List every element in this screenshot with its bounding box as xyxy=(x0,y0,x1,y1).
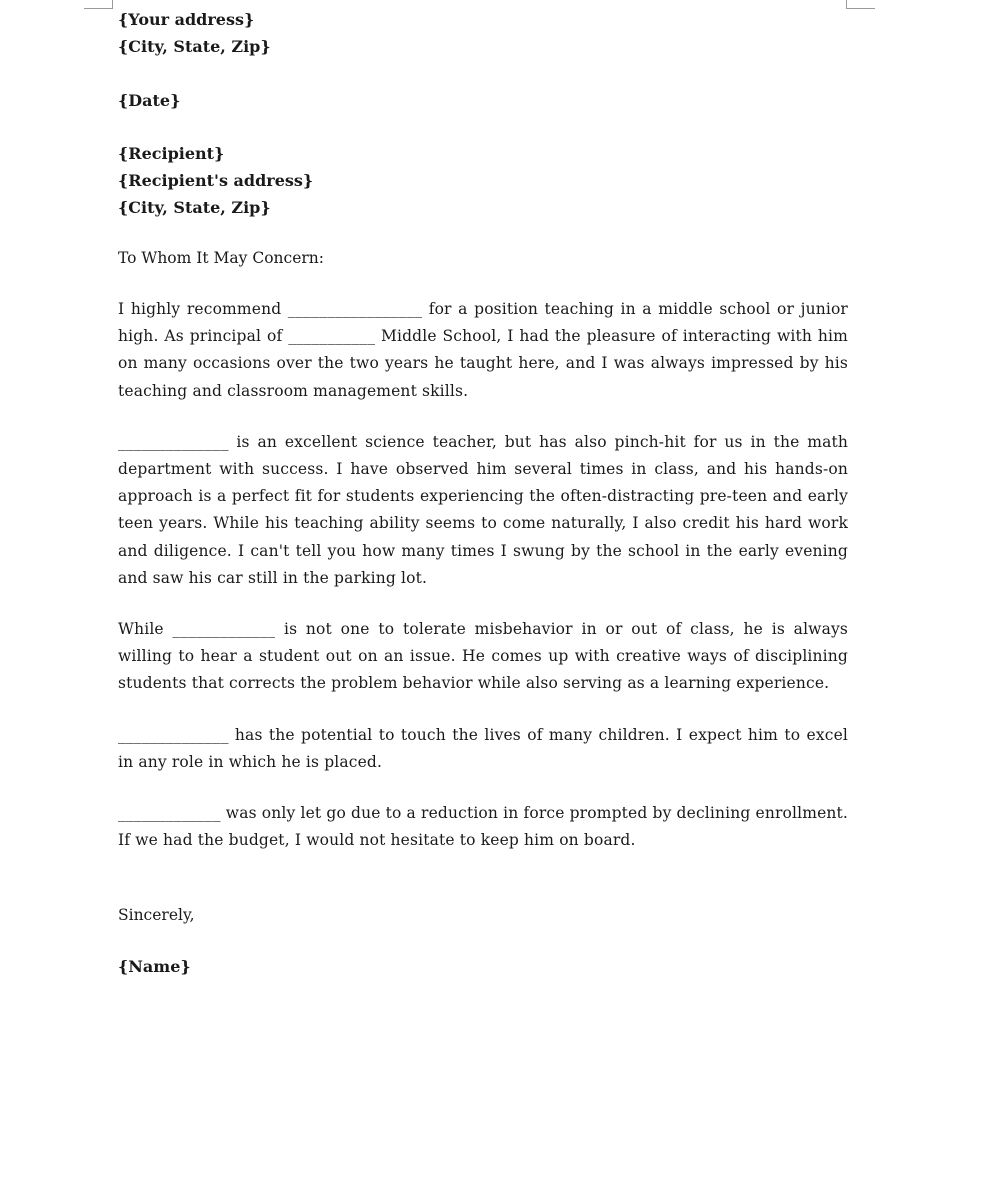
recipient-name: {Recipient} xyxy=(118,144,225,163)
recipient-city-state-zip: {City, State, Zip} xyxy=(118,198,271,217)
closing: Sincerely, xyxy=(118,906,195,925)
paragraph-recommendation: I highly recommend _________________ for a position teaching in a middle school or junior high. As principal of ___________ Middle School, I had the pleasure of interacting with him on many occasions over the two years he taught here, and I was always impressed by his teaching and classroom management skills. xyxy=(118,300,848,400)
paragraph-reduction: _____________ was only let go due to a reduction in force prompted by declining enrollment. If we had the budget, I would not hesitate to keep him on board. xyxy=(118,804,848,850)
letter-body xyxy=(118,6,848,980)
recipient-block xyxy=(118,140,848,221)
paragraph-teaching: ______________ is an excellent science teacher, but has also pinch-hit for us in the math department with success. I have observed him several times in class, and his hands-on approach is a perfect fit for students experiencing the often-distracting pre-teen and early teen years. While his teaching ability seems to come naturally, I also credit his hard work and diligence. I can't tell you how many times I swung by the school in the early evening and saw his car still in the parking lot. xyxy=(118,432,848,587)
recipient-address: {Recipient's address} xyxy=(118,171,314,190)
letter-date: {Date} xyxy=(118,91,181,110)
salutation: To Whom It May Concern: xyxy=(118,249,324,267)
paragraph-discipline: While _____________ is not one to tolerate misbehavior in or out of class, he is always willing to hear a student out on an issue. He comes up with creative ways of disciplining students that corrects the problem behavior while also serving as a learning experience. xyxy=(118,620,848,693)
crop-mark-left xyxy=(84,0,113,9)
paragraph-potential: ______________ has the potential to touch the lives of many children. I expect him to excel in any role in which he is placed. xyxy=(118,725,848,771)
sender-city-state-zip: {City, State, Zip} xyxy=(118,37,271,56)
sender-address: {Your address} xyxy=(118,10,255,29)
sender-block xyxy=(118,6,848,60)
signature-name: {Name} xyxy=(118,957,191,977)
crop-mark-right xyxy=(846,0,875,9)
date-block xyxy=(118,87,848,114)
